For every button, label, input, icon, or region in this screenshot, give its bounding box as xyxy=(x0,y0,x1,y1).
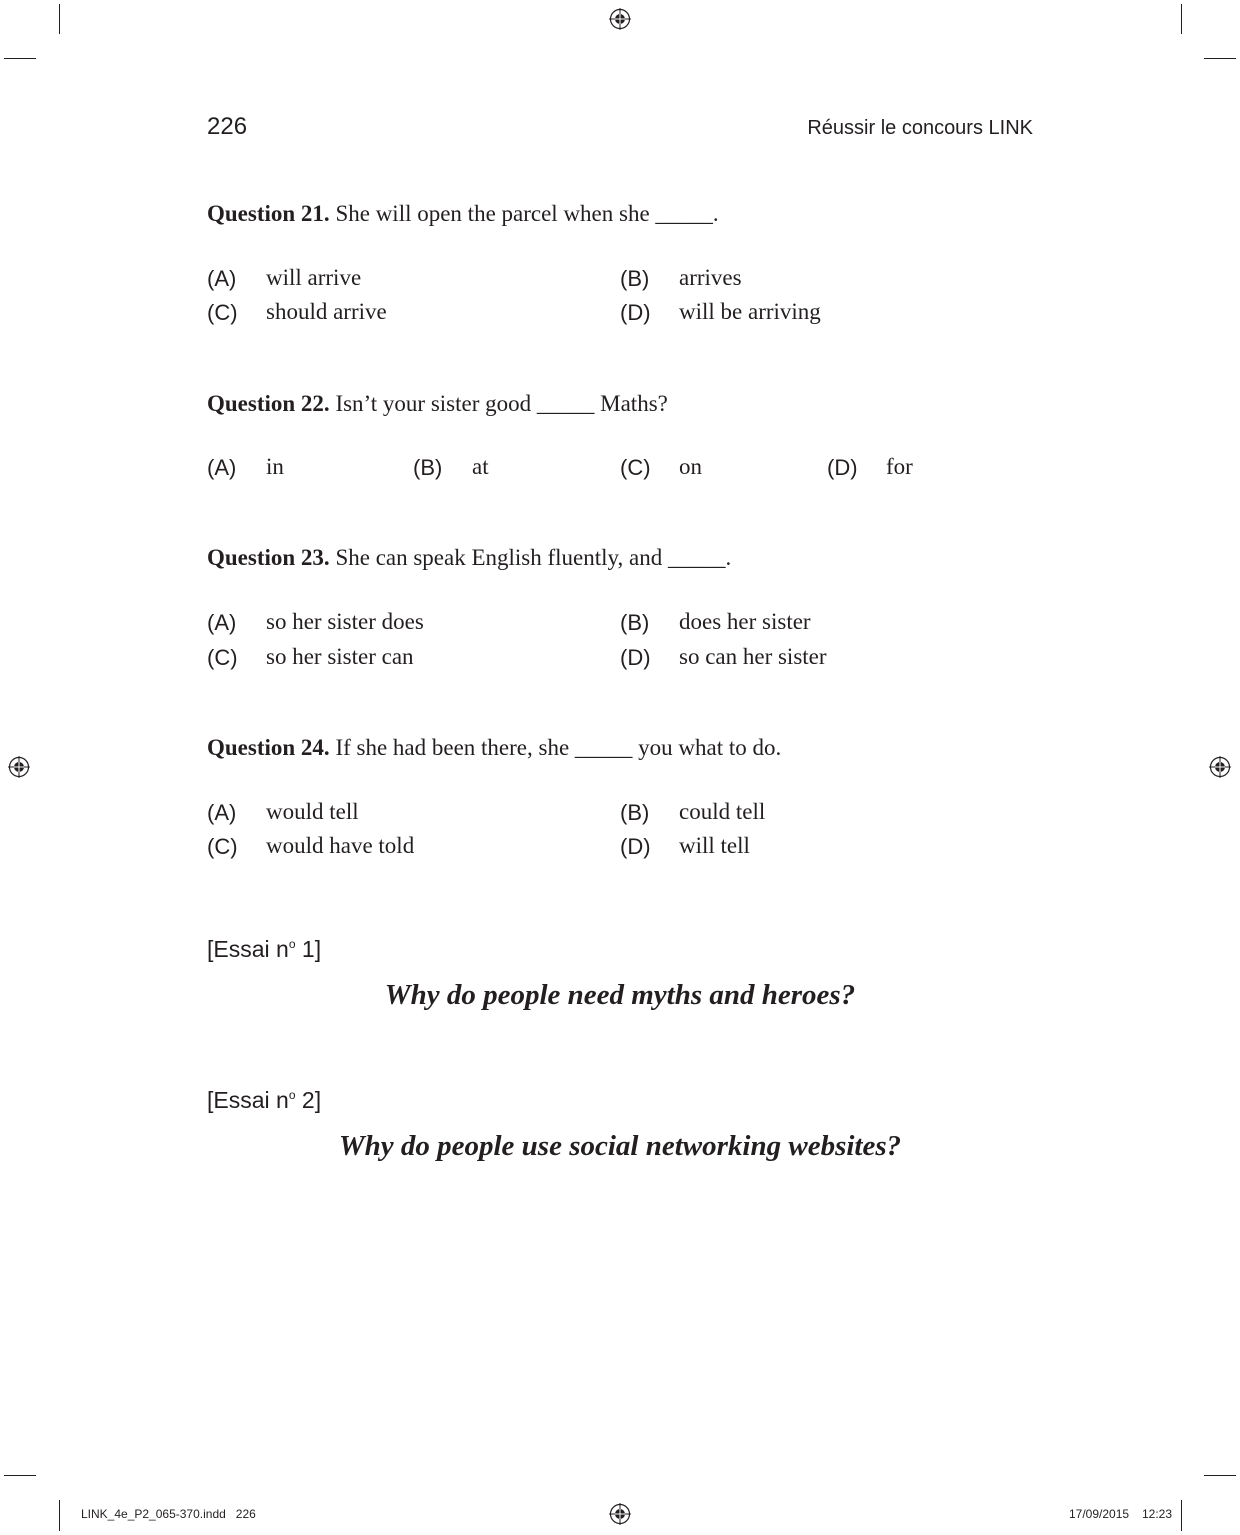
option-letter-a: (A) xyxy=(207,455,237,480)
crop-mark-bottom-left xyxy=(59,1500,60,1531)
option-text-c: so her sister can xyxy=(266,644,414,669)
crop-mark-top-left xyxy=(59,4,60,34)
question-label: Question 24. xyxy=(207,735,330,760)
question-label: Question 23. xyxy=(207,545,330,570)
essay-title-2: Why do people use social networking websites? xyxy=(338,1130,902,1162)
option-text-a: would tell xyxy=(266,799,359,824)
footer-time: 12:23 xyxy=(1142,1507,1173,1521)
option-text-b: at xyxy=(472,454,489,479)
option-letter-c: (C) xyxy=(207,834,238,859)
option-letter-b: (B) xyxy=(413,455,443,480)
question-text: She will open the parcel when she _____. xyxy=(335,201,719,226)
option-text-a: in xyxy=(266,454,284,479)
option-text-b: arrives xyxy=(679,265,742,290)
option-text-a: will arrive xyxy=(266,265,362,290)
option-text-b: does her sister xyxy=(679,609,811,634)
option-text-d: will tell xyxy=(679,833,750,858)
crop-mark-top-right xyxy=(1181,4,1182,34)
registration-mark-bottom-icon xyxy=(609,1503,631,1525)
question-text: She can speak English fluently, and _____. xyxy=(335,545,732,570)
footer-filename: LINK_4e_P2_065-370.indd 226 xyxy=(81,1507,256,1521)
option-text-c: would have told xyxy=(266,833,415,858)
running-title: Réussir le concours LINK xyxy=(807,117,1033,139)
essay-label-1: [Essai $n^o$ 1] xyxy=(207,936,322,962)
crop-mark-left-top xyxy=(4,58,36,59)
option-letter-b: (B) xyxy=(620,800,650,825)
essay-title-1: Why do people need myths and heroes? xyxy=(384,979,856,1011)
option-text-c: on xyxy=(679,454,702,479)
question-23 xyxy=(207,545,731,571)
question-24 xyxy=(207,735,781,761)
option-letter-d: (D) xyxy=(620,834,651,859)
option-letter-d: (D) xyxy=(620,300,651,325)
option-text-b: could tell xyxy=(679,799,766,824)
registration-mark-top-icon xyxy=(609,8,631,30)
crop-mark-right-top xyxy=(1204,58,1236,59)
option-letter-a: (A) xyxy=(207,800,237,825)
option-letter-d: (D) xyxy=(620,645,651,670)
crop-mark-left-bottom xyxy=(4,1475,36,1476)
question-22 xyxy=(207,391,668,417)
option-letter-c: (C) xyxy=(620,455,651,480)
registration-mark-left-icon xyxy=(8,756,30,778)
option-letter-b: (B) xyxy=(620,610,650,635)
question-text: Isn’t your sister good _____ Maths? xyxy=(335,391,668,416)
crop-mark-right-bottom xyxy=(1204,1475,1236,1476)
page-number: 226 xyxy=(207,113,248,140)
option-text-c: should arrive xyxy=(266,299,387,324)
registration-mark-right-icon xyxy=(1209,756,1231,778)
question-text: If she had been there, she _____ you what to do. xyxy=(335,735,782,760)
option-text-a: so her sister does xyxy=(266,609,424,634)
option-letter-c: (C) xyxy=(207,300,238,325)
option-letter-d: (D) xyxy=(827,455,858,480)
option-text-d: so can her sister xyxy=(679,644,827,669)
option-letter-b: (B) xyxy=(620,266,650,291)
option-letter-a: (A) xyxy=(207,610,237,635)
option-text-d: for xyxy=(886,454,913,479)
essay-label-2: [Essai $n^o$ 2] xyxy=(207,1087,322,1113)
option-letter-a: (A) xyxy=(207,266,237,291)
option-text-d: will be arriving xyxy=(679,299,821,324)
option-letter-c: (C) xyxy=(207,645,238,670)
question-label: Question 22. xyxy=(207,391,330,416)
crop-mark-bottom-right xyxy=(1181,1500,1182,1531)
footer-date: 17/09/2015 xyxy=(1069,1507,1130,1521)
question-21 xyxy=(207,201,719,227)
question-label: Question 21. xyxy=(207,201,330,226)
